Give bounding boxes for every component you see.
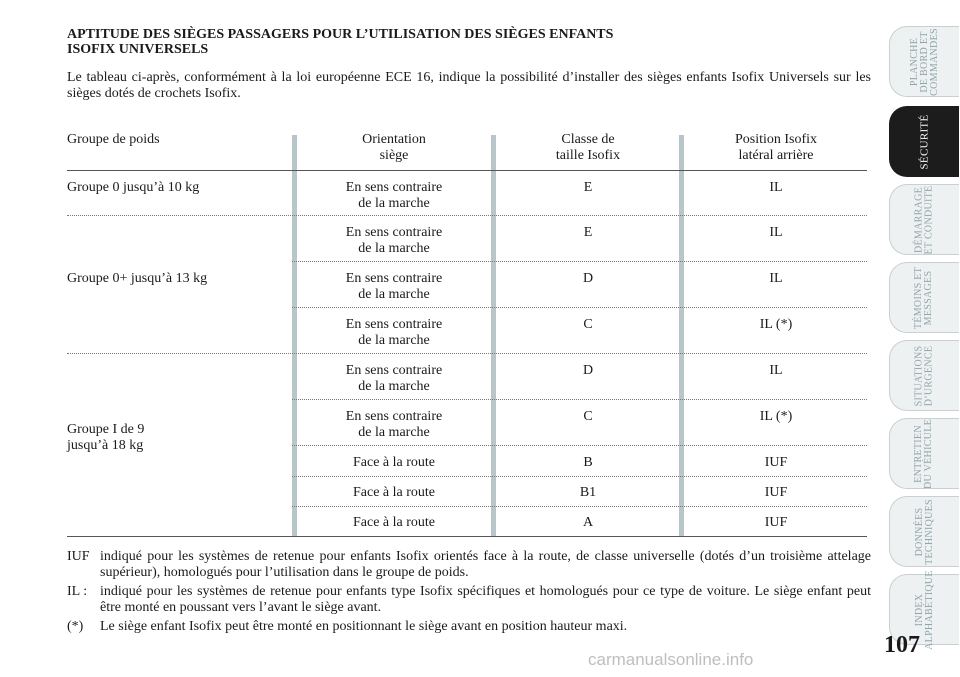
orientation-line: En sens contraire [345, 180, 443, 195]
footnote-text: indiqué pour les systèmes de retenue pour enfants Isofix orientés face à la route, de classe universelle (dotés d’un troisième attelage supérieur), homologués pour l’utilisation dans le groupe de poids. [100, 549, 871, 580]
footnote-text: Le siège enfant Isofix peut être monté en positionnant le siège avant en position hauteur maxi. [100, 619, 628, 634]
header-isofix-position [685, 132, 867, 164]
size-class-cell: A [582, 515, 594, 530]
tab-donnees-techniques[interactable] [889, 496, 959, 567]
size-class-cell: E [583, 225, 593, 240]
orientation-cell [298, 225, 490, 257]
orientation-cell [298, 271, 490, 303]
orientation-cell [298, 485, 490, 501]
orientation-cell [298, 180, 490, 212]
orientation-line: de la marche [358, 379, 430, 394]
row-rule [292, 399, 867, 400]
header-orientation-line: Orientation [362, 132, 426, 147]
position-cell: IUF [764, 515, 788, 530]
tab-label: DONNÉES TECHNIQUES [913, 498, 935, 565]
section-heading [67, 27, 867, 57]
size-class-cell: E [583, 180, 593, 195]
table-bottom-rule [67, 536, 867, 537]
tab-entretien[interactable] [889, 418, 959, 489]
orientation-line: Face à la route [352, 455, 435, 470]
size-class-cell: C [583, 409, 593, 424]
header-size-class [497, 132, 679, 164]
orientation-cell [298, 363, 490, 395]
orientation-line: de la marche [358, 241, 430, 256]
footnote-il [67, 584, 871, 616]
orientation-line: En sens contraire [345, 225, 443, 240]
row-rule [292, 307, 867, 308]
tab-demarrage[interactable] [889, 184, 959, 255]
orientation-cell [298, 455, 490, 471]
footnote-iuf [67, 549, 871, 581]
footnotes [67, 549, 871, 638]
header-position-line: latéral arrière [738, 148, 814, 163]
row-rule [67, 353, 867, 354]
header-size-class-line: Classe de [561, 132, 615, 147]
footnote-key: (*) [67, 619, 84, 634]
tab-securite[interactable] [889, 106, 959, 177]
size-class-cell: D [582, 363, 594, 378]
orientation-line: de la marche [358, 287, 430, 302]
position-cell: IL [769, 225, 783, 240]
orientation-cell [298, 515, 490, 531]
header-size-class-line: taille Isofix [555, 148, 621, 163]
footnote-text: indiqué pour les systèmes de retenue pour enfants type Isofix spécifiques et homologués pour ce type de voiture. Le siège enfant peut être monté en poussant vers l’avant le siège avant. [100, 584, 871, 615]
footnote-asterisk [67, 619, 871, 635]
footnote-key: IUF [67, 549, 90, 564]
orientation-line: Face à la route [352, 485, 435, 500]
row-rule [292, 476, 867, 477]
tab-situations-urgence[interactable] [889, 340, 959, 411]
tab-label: SÉCURITÉ [918, 114, 931, 169]
heading-line-2: ISOFIX UNIVERSELS [67, 42, 209, 57]
row-rule [292, 445, 867, 446]
orientation-line: En sens contraire [345, 271, 443, 286]
orientation-line: Face à la route [352, 515, 435, 530]
group-label-line: Groupe 0+ jusqu’à 13 kg [67, 271, 208, 286]
size-class-cell: B1 [579, 485, 597, 500]
size-class-cell: B [583, 455, 593, 470]
heading-line-1: APTITUDE DES SIÈGES PASSAGERS POUR L’UTILISATION DES SIÈGES ENFANTS [67, 27, 614, 42]
group-label [67, 271, 287, 287]
row-rule [292, 506, 867, 507]
tab-label: DÉMARRAGE ET CONDUITE [913, 185, 935, 254]
watermark: carmanualsonline.info [588, 650, 754, 669]
position-cell: IL [769, 271, 783, 286]
tab-label: PLANCHE DE BORD ET COMMANDES [908, 27, 940, 96]
isofix-table [67, 132, 867, 537]
tab-planche-de-bord[interactable] [889, 26, 959, 97]
tab-label: TÉMOINS ET MESSAGES [913, 266, 935, 329]
position-cell: IL [769, 363, 783, 378]
header-orientation [298, 132, 490, 164]
orientation-line: En sens contraire [345, 409, 443, 424]
group-label-line: Groupe I de 9 [67, 422, 145, 437]
group-label [67, 180, 287, 196]
orientation-cell [298, 409, 490, 441]
orientation-line: En sens contraire [345, 317, 443, 332]
tab-temoins[interactable] [889, 262, 959, 333]
footnote-key: IL : [67, 584, 88, 599]
header-weight-group: Groupe de poids [67, 132, 160, 147]
group-label-line: jusqu’à 18 kg [67, 438, 144, 453]
row-rule [292, 261, 867, 262]
group-label-line: Groupe 0 jusqu’à 10 kg [67, 180, 200, 195]
size-class-cell: C [583, 317, 593, 332]
tab-label: INDEX ALPHABÉTIQUE [913, 569, 935, 650]
row-rule [67, 215, 867, 216]
group-label [67, 422, 287, 454]
orientation-line: de la marche [358, 333, 430, 348]
header-rule [67, 170, 867, 171]
intro-paragraph: Le tableau ci-après, conformément à la loi européenne ECE 16, indique la possibilité d’installer des sièges enfants Isofix Universels sur les sièges dotés de crochets Isofix. [67, 70, 871, 101]
header-orientation-line: siège [379, 148, 409, 163]
position-cell: IL (*) [759, 409, 793, 424]
orientation-cell [298, 317, 490, 349]
page-number: 107 [884, 632, 920, 658]
header-position-line: Position Isofix [734, 132, 818, 147]
position-cell: IUF [764, 455, 788, 470]
orientation-line: de la marche [358, 196, 430, 211]
position-cell: IUF [764, 485, 788, 500]
orientation-line: En sens contraire [345, 363, 443, 378]
orientation-line: de la marche [358, 425, 430, 440]
tab-label: ENTRETIEN DU VÉHICULE [913, 418, 935, 489]
size-class-cell: D [582, 271, 594, 286]
position-cell: IL [769, 180, 783, 195]
tab-label: SITUATIONS D’URGENCE [913, 345, 935, 406]
position-cell: IL (*) [759, 317, 793, 332]
